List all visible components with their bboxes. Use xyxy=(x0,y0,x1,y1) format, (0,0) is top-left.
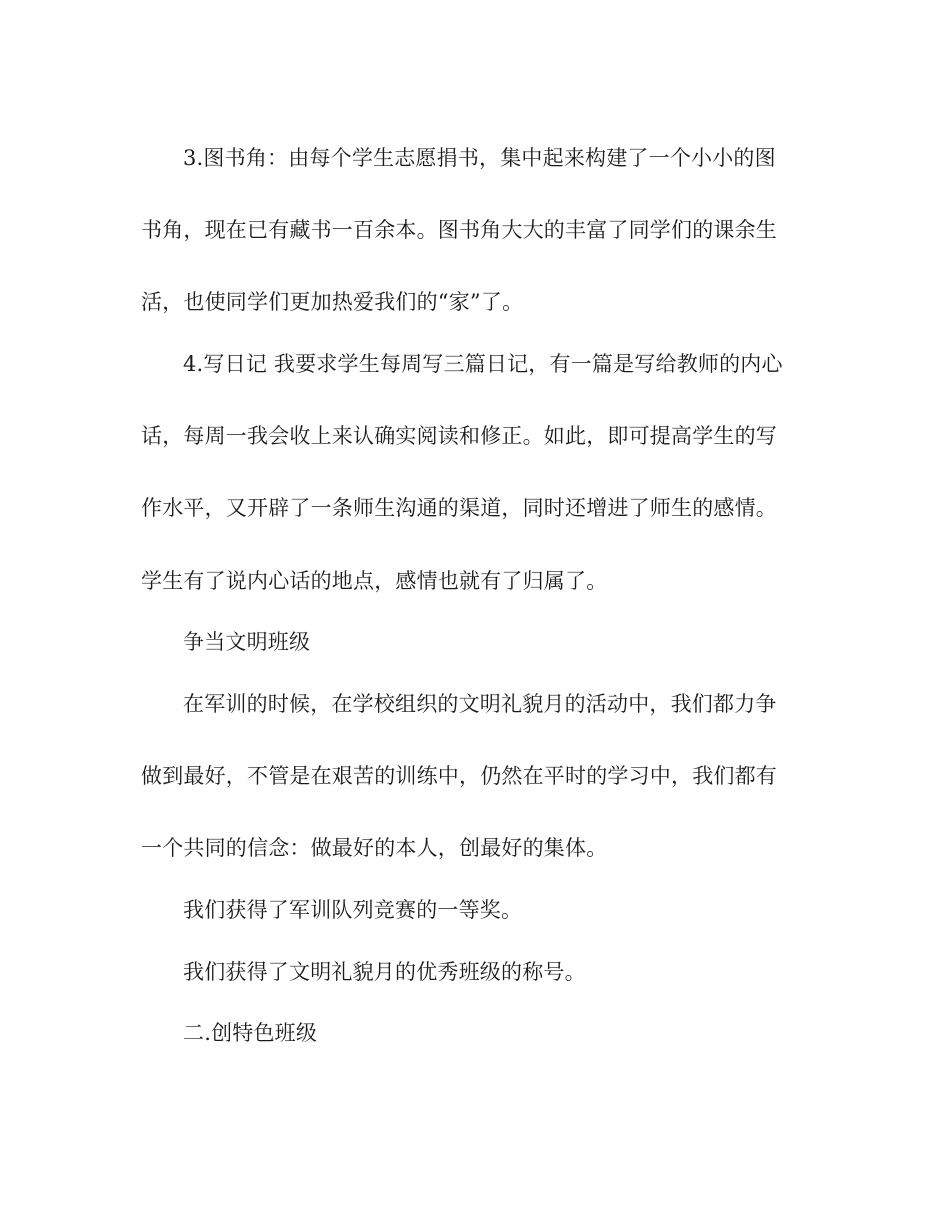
paragraph-line: 作水平，又开辟了一条师生沟通的渠道，同时还增进了师生的感情。 xyxy=(141,496,777,520)
paragraph-line: 话，每周一我会收上来认确实阅读和修正。如此，即可提高学生的写 xyxy=(141,424,777,448)
paragraph-line: 一个共同的信念：做最好的本人，创最好的集体。 xyxy=(141,836,608,860)
section-heading: 争当文明班级 xyxy=(183,630,311,654)
paragraph-line: 3.图书角：由每个学生志愿捐书，集中起来构建了一个小小的图 xyxy=(183,146,776,170)
paragraph-line: 在军训的时候，在学校组织的文明礼貌月的活动中，我们都力争 xyxy=(183,692,777,716)
paragraph-line: 做到最好，不管是在艰苦的训练中，仍然在平时的学习中，我们都有 xyxy=(141,764,777,788)
section-heading: 二.创特色班级 xyxy=(183,1021,318,1045)
paragraph-line: 4.写日记 我要求学生每周写三篇日记，有一篇是写给教师的内心 xyxy=(183,352,783,376)
paragraph-line: 我们获得了军训队列竞赛的一等奖。 xyxy=(183,898,523,922)
paragraph-line: 书角，现在已有藏书一百余本。图书角大大的丰富了同学们的课余生 xyxy=(141,218,777,242)
paragraph-line: 我们获得了文明礼貌月的优秀班级的称号。 xyxy=(183,960,586,984)
paragraph-line: 学生有了说内心话的地点，感情也就有了归属了。 xyxy=(141,569,608,593)
paragraph-line: 活，也使同学们更加热爱我们的“家”了。 xyxy=(141,290,524,314)
